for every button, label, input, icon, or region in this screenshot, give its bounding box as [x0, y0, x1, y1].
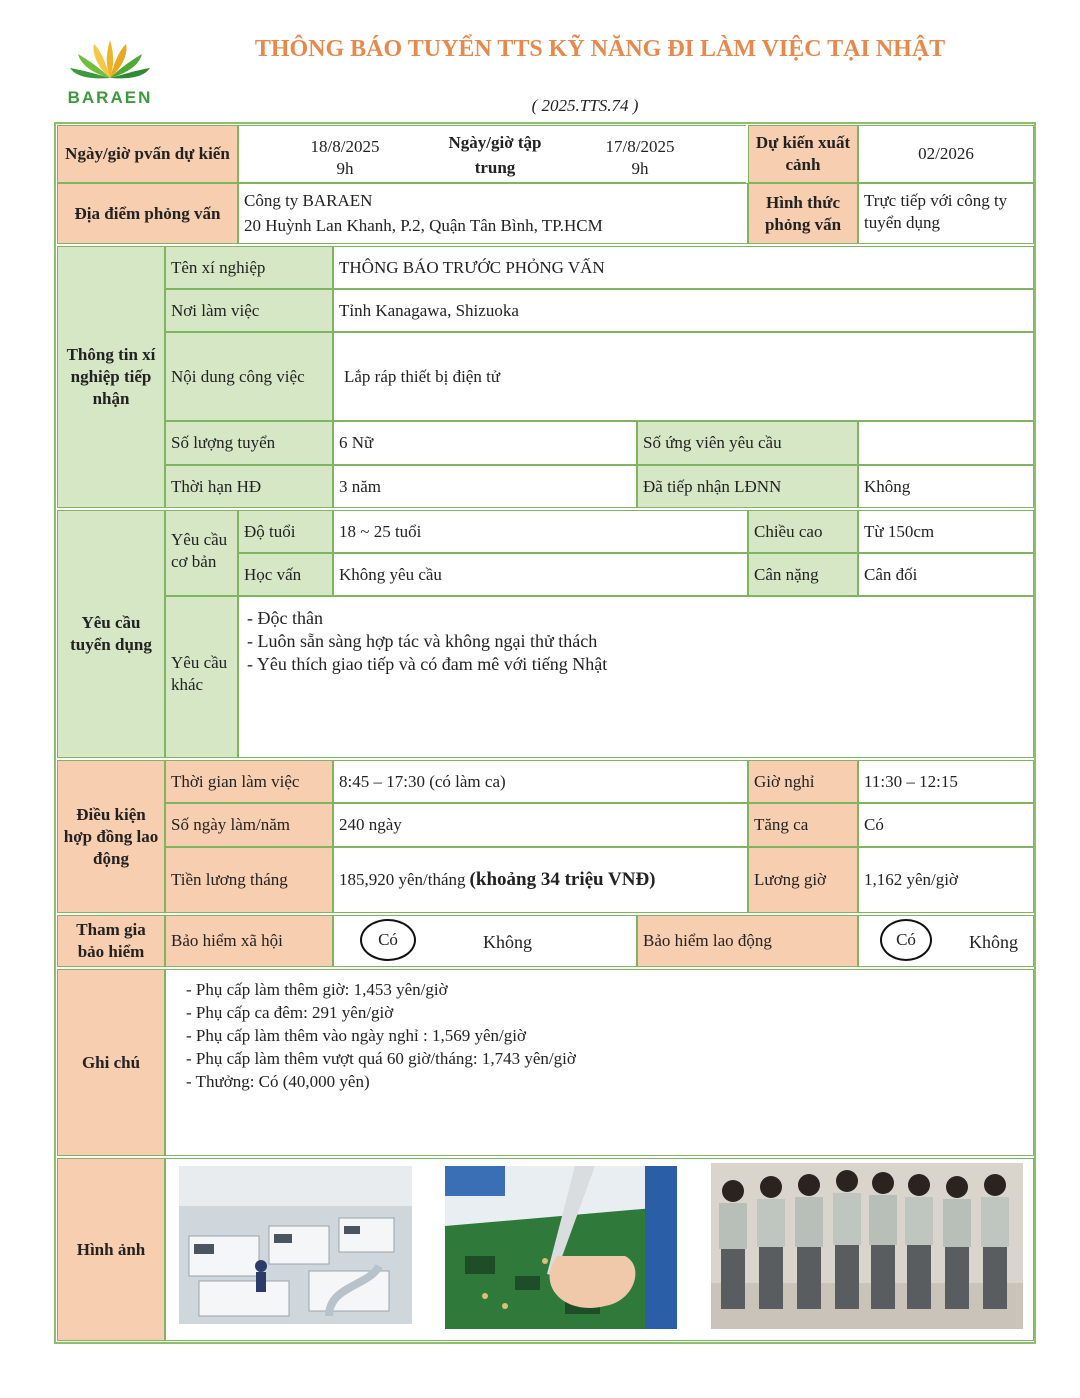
candidates-label: Số ứng viên yêu cầu: [637, 421, 858, 465]
education-value: Không yêu cầu: [333, 553, 748, 596]
list-item: - Thưởng: Có (40,000 yên): [186, 1072, 370, 1091]
soldering-photo: [445, 1166, 677, 1329]
age-label: Độ tuổi: [238, 510, 333, 553]
images-section-label: Hình ảnh: [57, 1158, 165, 1341]
social-insurance-label: Bảo hiểm xã hội: [165, 915, 333, 967]
monthly-salary-value: 185,920 yên/tháng (khoảng 34 triệu VNĐ): [333, 847, 748, 913]
job-content-label: Nội dung công việc: [165, 332, 333, 421]
list-item: - Phụ cấp làm thêm vượt quá 60 giờ/tháng: 1,743 yên/giờ: [186, 1049, 576, 1068]
requirements-section-label: Yêu cầu tuyển dụng: [57, 510, 165, 758]
interview-place-label: Địa điểm phỏng vấn: [57, 183, 238, 244]
labor-insurance-label: Bảo hiểm lao động: [637, 915, 858, 967]
quantity-value: 6 Nữ: [333, 421, 637, 465]
social-insurance-no-option: Không: [483, 932, 532, 952]
break-label: Giờ nghỉ: [748, 760, 858, 803]
notes-list: [165, 969, 1034, 1156]
work-days-label: Số ngày làm/năm: [165, 803, 333, 847]
gather-date-label: Ngày/giờ tập trung: [448, 133, 542, 177]
other-requirements-label: Yêu cầu khác: [165, 596, 238, 758]
hourly-wage-value: 1,162 yên/giờ: [858, 847, 1034, 913]
company-name-value: THÔNG BÁO TRƯỚC PHỎNG VẤN: [333, 246, 1034, 289]
interview-date-value: 18/8/2025 9h: [310, 137, 380, 178]
candidates-value: [858, 421, 1034, 465]
overtime-label: Tăng ca: [748, 803, 858, 847]
logo-text: BARAEN: [67, 88, 153, 107]
list-item: - Phụ cấp ca đêm: 291 yên/giờ: [186, 1003, 394, 1022]
education-label: Học vấn: [238, 553, 333, 596]
work-days-value: 240 ngày: [333, 803, 748, 847]
departure-label: Dự kiến xuất cảnh: [748, 125, 858, 183]
interview-place-value: Công ty BARAEN 20 Huỳnh Lan Khanh, P.2, Quận Tân Bình, TP.HCM: [238, 183, 748, 244]
work-hours-label: Thời gian làm việc: [165, 760, 333, 803]
overtime-value: Có: [858, 803, 1034, 847]
foreign-worker-value: Không: [858, 465, 1034, 508]
company-section-label: Thông tin xí nghiệp tiếp nhận: [57, 246, 165, 508]
basic-requirements-label: Yêu cầu cơ bản: [165, 510, 238, 596]
list-item: - Phụ cấp làm thêm giờ: 1,453 yên/giờ: [186, 980, 448, 999]
contract-term-label: Thời hạn HĐ: [165, 465, 333, 508]
work-hours-value: 8:45 – 17:30 (có làm ca): [333, 760, 748, 803]
interview-form-value: Trực tiếp với công ty tuyển dụng: [858, 183, 1034, 244]
interview-form-label: Hình thức phỏng vấn: [748, 183, 858, 244]
other-requirements-list: [238, 596, 1034, 758]
break-value: 11:30 – 12:15: [858, 760, 1034, 803]
list-item: - Luôn sẵn sàng hợp tác và không ngại thử thách: [247, 631, 598, 651]
weight-value: Cân đối: [858, 553, 1034, 596]
contract-term-value: 3 năm: [333, 465, 637, 508]
list-item: - Yêu thích giao tiếp và có đam mê với tiếng Nhật: [247, 654, 608, 674]
quantity-label: Số lượng tuyển: [165, 421, 333, 465]
gather-date-value: 17/8/2025 9h: [605, 137, 675, 178]
notes-section-label: Ghi chú: [57, 969, 165, 1156]
interview-date-label: Ngày/giờ pvấn dự kiến: [57, 125, 238, 183]
height-value: Từ 150cm: [858, 510, 1034, 553]
workplace-value: Tỉnh Kanagawa, Shizuoka: [333, 289, 1034, 332]
job-content-value: Lắp ráp thiết bị điện tử: [333, 332, 1034, 421]
departure-value: 02/2026: [858, 125, 1034, 183]
page-title: THÔNG BÁO TUYỂN TTS KỸ NĂNG ĐI LÀM VIỆC TẠI NHẬT: [254, 36, 946, 62]
contract-section-label: Điều kiện hợp đồng lao động: [57, 760, 165, 913]
age-value: 18 ~ 25 tuổi: [333, 510, 748, 553]
workers-group-photo: [711, 1163, 1023, 1329]
social-insurance-yes-option: Có: [360, 919, 416, 961]
weight-label: Cân nặng: [748, 553, 858, 596]
notice-code: ( 2025.TTS.74 ): [531, 96, 639, 115]
labor-insurance-yes-option: Có: [880, 919, 932, 961]
list-item: - Phụ cấp làm thêm vào ngày nghỉ : 1,569 yên/giờ: [186, 1026, 526, 1045]
list-item: - Độc thân: [247, 608, 323, 628]
hourly-wage-label: Lương giờ: [748, 847, 858, 913]
height-label: Chiều cao: [748, 510, 858, 553]
monthly-salary-label: Tiền lương tháng: [165, 847, 333, 913]
factory-photo: [179, 1166, 412, 1324]
workplace-label: Nơi làm việc: [165, 289, 333, 332]
salary-vnd-note: (khoảng 34 triệu VNĐ): [469, 869, 656, 890]
insurance-section-label: Tham gia bảo hiểm: [57, 915, 165, 967]
foreign-worker-label: Đã tiếp nhận LĐNN: [637, 465, 858, 508]
labor-insurance-no-option: Không: [969, 932, 1018, 952]
company-name-label: Tên xí nghiệp: [165, 246, 333, 289]
